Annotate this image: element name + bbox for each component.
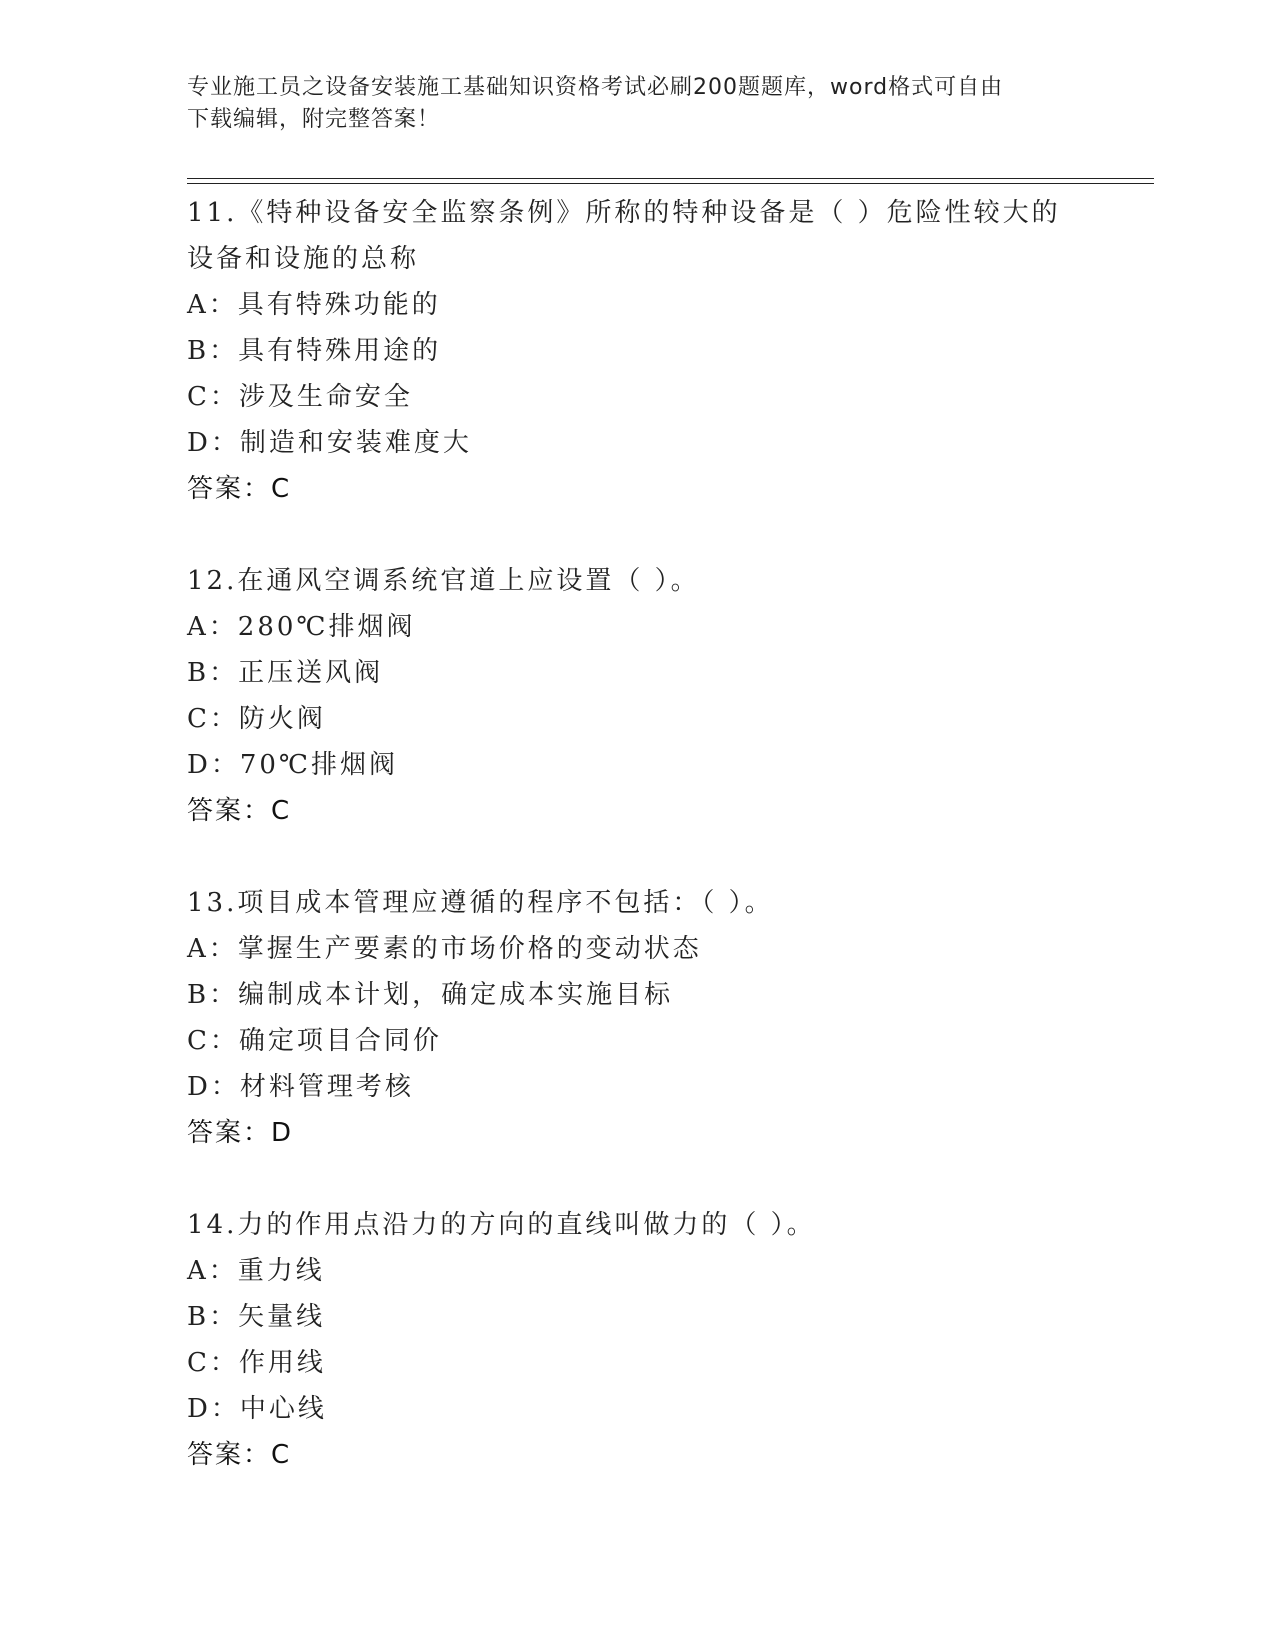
question-13 (187, 880, 1087, 1156)
header-divider-top (187, 178, 1154, 179)
answer: 答案：C (187, 474, 292, 504)
option-a: A：重力线 (187, 1256, 325, 1286)
header-line-2: 下载编辑，附完整答案！ (187, 107, 441, 132)
option-d: D：制造和安装难度大 (187, 428, 472, 458)
header-line-1: 专业施工员之设备安装施工基础知识资格考试必刷200题题库，word格式可自由 (187, 75, 1004, 100)
option-b: B：编制成本计划，确定成本实施目标 (187, 980, 674, 1010)
answer: 答案：D (187, 1118, 294, 1148)
option-b: B：矢量线 (187, 1302, 326, 1332)
option-d: D：中心线 (187, 1394, 327, 1424)
question-stem-line: 13.项目成本管理应遵循的程序不包括：（ ）。 (187, 888, 774, 918)
question-stem-line: 12.在通风空调系统官道上应设置（ ）。 (187, 566, 700, 596)
option-c: C：涉及生命安全 (187, 382, 413, 412)
question-stem-line: 设备和设施的总称 (187, 244, 420, 274)
question-list (187, 190, 1087, 1524)
option-a: A：280℃排烟阀 (187, 612, 416, 642)
option-c: C：防火阀 (187, 704, 326, 734)
option-c: C：确定项目合同价 (187, 1026, 442, 1056)
option-d: D：70℃排烟阀 (187, 750, 399, 780)
question-12 (187, 558, 1087, 834)
option-b: B：具有特殊用途的 (187, 336, 442, 366)
question-14 (187, 1202, 1087, 1478)
question-stem-line: 11.《特种设备安全监察条例》所称的特种设备是（ ）危险性较大的 (187, 198, 1061, 228)
option-c: C：作用线 (187, 1348, 326, 1378)
option-d: D：材料管理考核 (187, 1072, 414, 1102)
document-header (187, 72, 1067, 136)
option-a: A：具有特殊功能的 (187, 290, 441, 320)
question-11 (187, 190, 1087, 512)
header-divider-bottom (187, 183, 1154, 184)
option-a: A：掌握生产要素的市场价格的变动状态 (187, 934, 702, 964)
answer: 答案：C (187, 1440, 292, 1470)
question-stem-line: 14.力的作用点沿力的方向的直线叫做力的（ ）。 (187, 1210, 816, 1240)
option-b: B：正压送风阀 (187, 658, 384, 688)
answer: 答案：C (187, 796, 292, 826)
